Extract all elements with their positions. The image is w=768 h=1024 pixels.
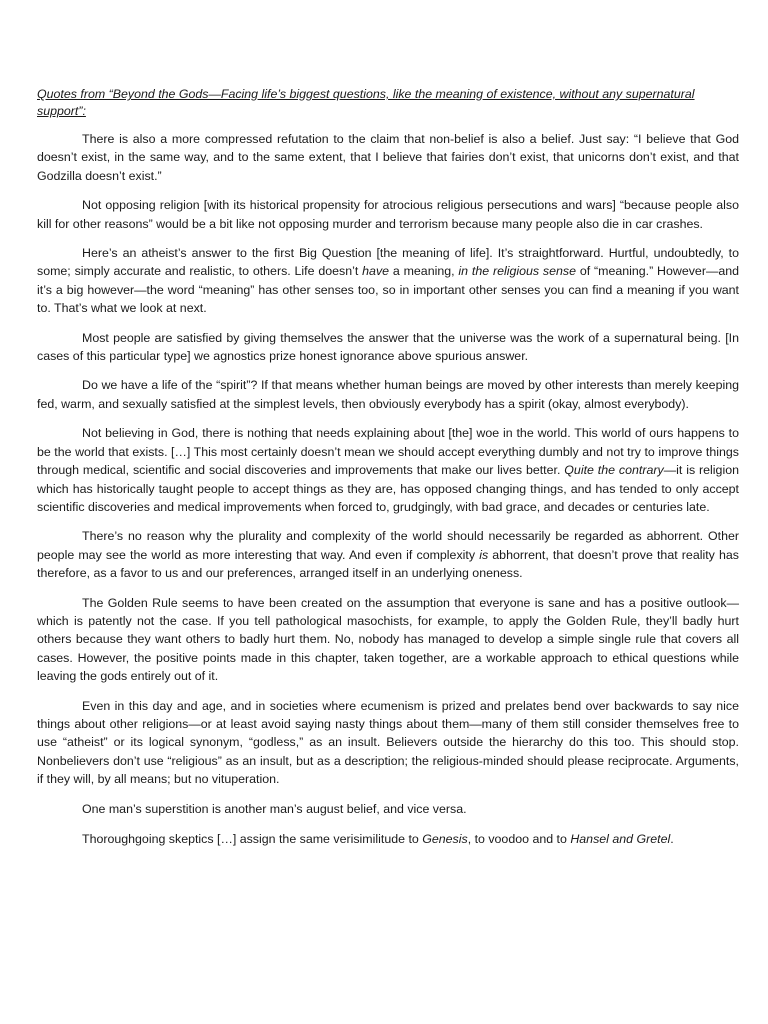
- paragraph-text: One man’s superstition is another man’s august belief, and vice versa.: [82, 801, 467, 816]
- paragraph-text: Here’s an atheist’s answer to the first Big Question [the meaning of life]. It’s straightforward. Hurtful, undoubtedly, to some; simply accurate and realistic, to others. Life doesn’t: [37, 246, 739, 279]
- quote-paragraph: [37, 329, 739, 366]
- quote-paragraph: [37, 376, 739, 413]
- quote-paragraph: [37, 800, 739, 818]
- paragraph-text: a meaning,: [389, 264, 459, 279]
- paragraph-text: abhorrent, that doesn’t prove that reality has therefore, as a favor to us and our preferences, arranged itself in an underlying oneness.: [37, 547, 739, 581]
- paragraph-text: , to voodoo and to: [467, 832, 571, 846]
- paragraph-text: Do we have a life of the “spirit”? If that means whether human beings are moved by other interests than merely keeping fed, warm, and sexually satisfied at the simplest levels, then obviously everybody has a spirit (okay, almost everybody).: [37, 378, 739, 411]
- quotes-heading: Quotes from “Beyond the Gods—Facing life’s biggest questions, like the meaning of existence, without any supernatural support”:: [37, 87, 695, 118]
- paragraph-text: Not believing in God, there is nothing that needs explaining about [the] woe in the world. This world of ours happens to be the world that exists. […] This most certainly doesn’t mean we should accept everything dumbly and not try to improve things through medical, scientific and social discoveries and improvements that make our lives better.: [37, 426, 739, 478]
- paragraph-text: Thoroughgoing skeptics […] assign the same verisimilitude to: [82, 832, 423, 846]
- quote-paragraph: [37, 830, 739, 848]
- paragraph-text: The Golden Rule seems to have been created on the assumption that everyone is sane and has a positive outlook—which is patently not the case. If you tell pathological masochists, for example, to apply the Golden Rule, they’ll badly hurt others because they want others to badly hurt them. No, nobody has managed to develop a simple single rule that covers all cases. However, the positive points made in this chapter, taken together, are a workable approach to ethical questions while leaving the gods entirely out of it.: [37, 595, 739, 684]
- paragraph-text: There’s no reason why the plurality and complexity of the world should necessarily be regarded as abhorrent. Other people may see the world as more interesting that way. And even if complexity: [37, 529, 739, 562]
- quote-paragraph: [37, 424, 739, 516]
- paragraph-text: Even in this day and age, and in societies where ecumenism is prized and prelates bend over backwards to say nice things about other religions—or at least avoid saying nasty things about them—many of them still consider themselves free to use “atheist” or its logical synonym, “godless,” as an insult. Believers outside the hierarchy do this too. This should stop. Nonbelievers don’t use “religious” as an insult, but as a description; the religious-minded should please reciprocate. Arguments, if they will, by all means; but no vituperation.: [37, 698, 739, 787]
- italic-text: is: [479, 547, 489, 562]
- paragraph-text: —it is religion which has historically taught people to accept things as they are, has opposed changing things, and has tended to only accept scientific discoveries and medical improvements when forced to, grudgingly, with bad grace, and decades or centuries late.: [37, 463, 739, 514]
- quote-paragraph: [37, 130, 739, 185]
- italic-text: Genesis: [422, 832, 468, 846]
- quote-paragraph: [37, 527, 739, 582]
- italic-text: Quite the contrary: [564, 463, 664, 478]
- italic-text: have: [362, 264, 390, 279]
- quote-paragraph: [37, 594, 739, 686]
- paragraph-text: There is also a more compressed refutation to the claim that non-belief is also a belief. Just say: “I believe that God doesn’t exist, in the same way, and to the same extent, that I believe that fairies don’t exist, that unicorns don’t exist, and that Godzilla doesn’t exist.”: [37, 132, 739, 183]
- quote-paragraph: [37, 196, 739, 233]
- paragraph-text: Most people are satisfied by giving themselves the answer that the universe was the work of a supernatural being. [In cases of this particular type] we agnostics prize honest ignorance above spurious answer.: [37, 330, 739, 364]
- quote-paragraph: [37, 244, 739, 318]
- quotes-body: [37, 130, 739, 848]
- quote-paragraph: [37, 697, 739, 789]
- paragraph-text: Not opposing religion [with its historical propensity for atrocious religious persecutions and wars] “because people also kill for other reasons” would be a bit like not opposing murder and terrorism because many people also die in car crashes.: [37, 198, 739, 231]
- italic-text: Hansel and Gretel: [570, 832, 671, 846]
- paragraph-text: of “meaning.” However—and it’s a big however—the word “meaning” has other senses too, so in important other senses you can find a meaning if you want to. That’s what we look at next.: [37, 264, 740, 316]
- paragraph-text: .: [670, 832, 674, 846]
- italic-text: in the religious sense: [458, 264, 576, 279]
